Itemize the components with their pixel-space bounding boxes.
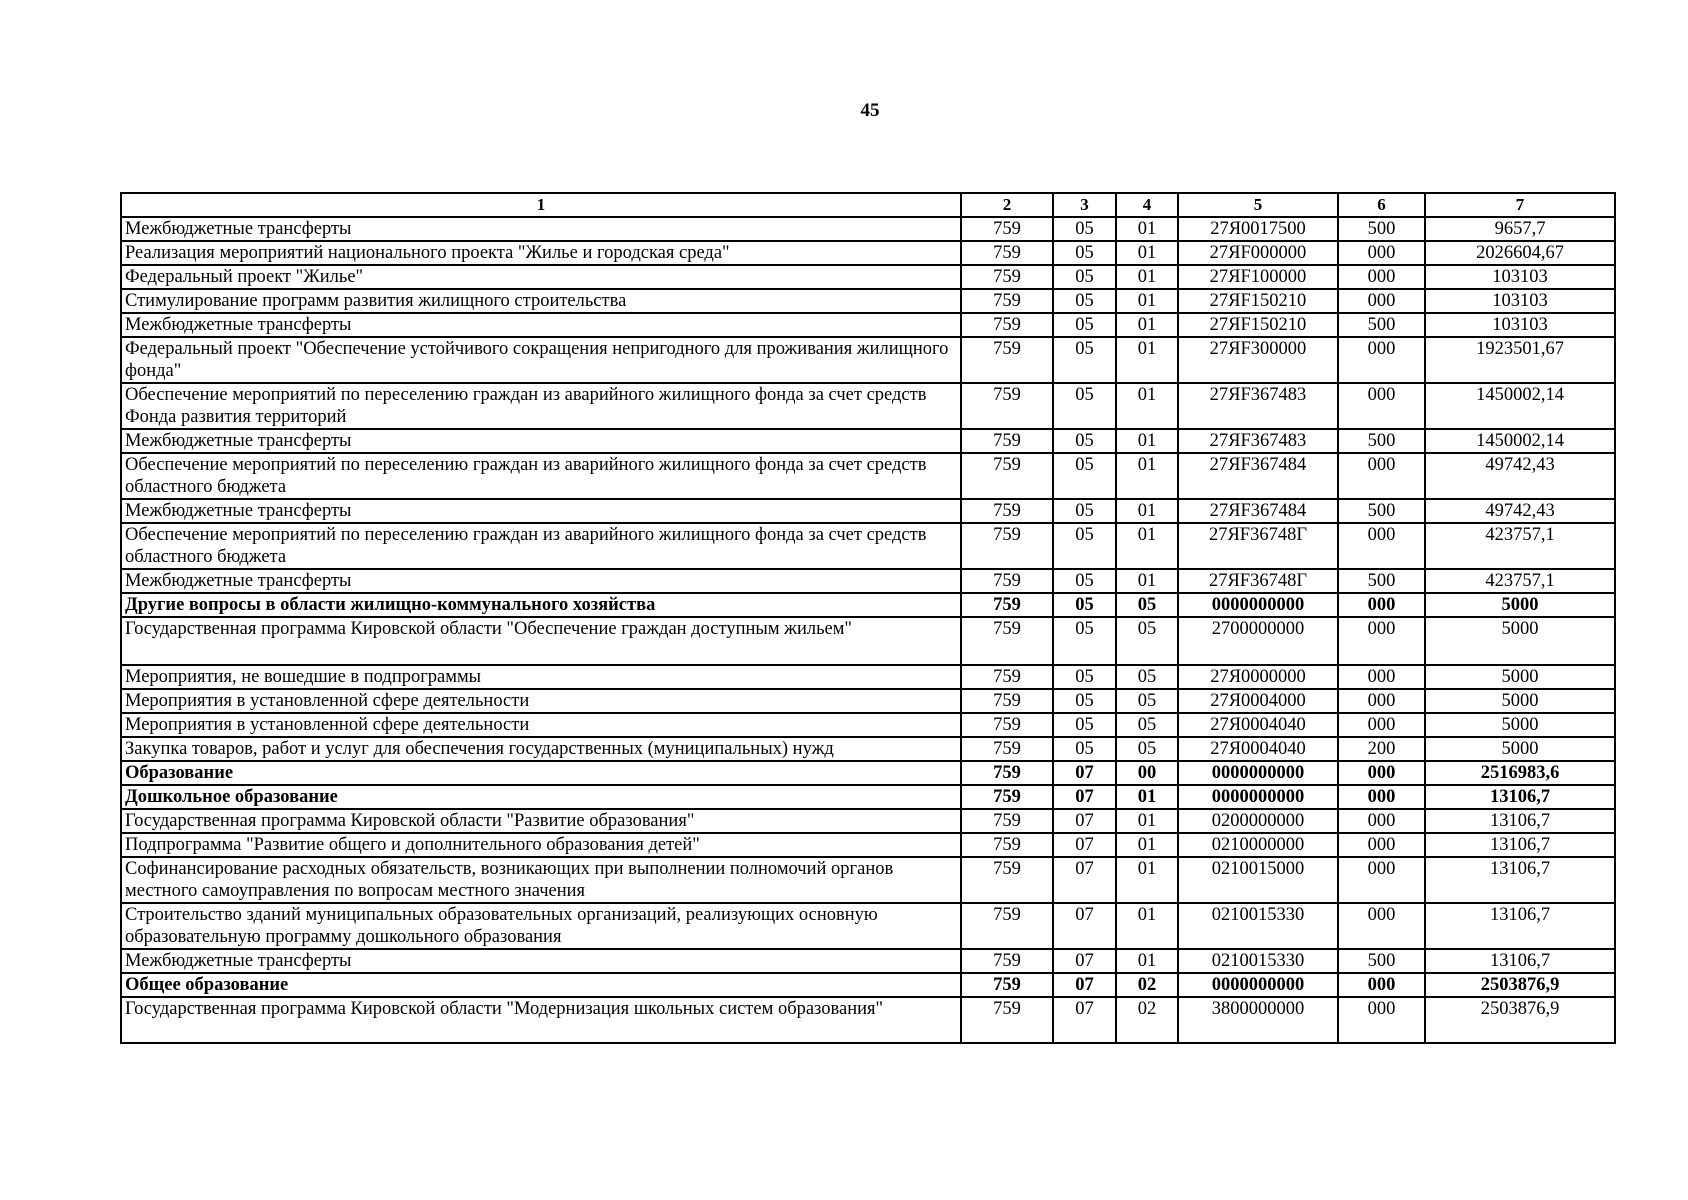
table-row	[121, 313, 1615, 337]
row-name: Мероприятия, не вошедшие в подпрограммы	[121, 665, 961, 689]
cell-amount: 1450002,14	[1425, 383, 1615, 429]
cell-code: 759	[961, 903, 1053, 949]
table-row	[121, 833, 1615, 857]
row-name: Закупка товаров, работ и услуг для обеспечения государственных (муниципальных) нужд	[121, 737, 961, 761]
cell-amount: 2516983,6	[1425, 761, 1615, 785]
cell-section: 05	[1053, 569, 1116, 593]
cell-subsection: 01	[1116, 833, 1178, 857]
cell-expense-type: 000	[1338, 689, 1425, 713]
cell-code: 759	[961, 499, 1053, 523]
budget-table	[120, 192, 1616, 1044]
cell-subsection: 01	[1116, 903, 1178, 949]
table-row	[121, 453, 1615, 499]
cell-expense-type: 000	[1338, 241, 1425, 265]
cell-code: 759	[961, 833, 1053, 857]
cell-expense-type: 000	[1338, 289, 1425, 313]
cell-section: 05	[1053, 383, 1116, 429]
cell-section: 05	[1053, 313, 1116, 337]
cell-amount: 13106,7	[1425, 833, 1615, 857]
row-name: Государственная программа Кировской области "Модернизация школьных систем образования"	[121, 997, 961, 1043]
table-row	[121, 665, 1615, 689]
cell-target: 0210000000	[1178, 833, 1338, 857]
cell-target: 0000000000	[1178, 593, 1338, 617]
cell-section: 07	[1053, 997, 1116, 1043]
row-name: Обеспечение мероприятий по переселению граждан из аварийного жилищного фонда за счет средств областного бюджета	[121, 453, 961, 499]
cell-expense-type: 000	[1338, 785, 1425, 809]
cell-code: 759	[961, 617, 1053, 665]
cell-section: 05	[1053, 737, 1116, 761]
cell-amount: 103103	[1425, 289, 1615, 313]
table-row	[121, 241, 1615, 265]
cell-target: 27ЯF000000	[1178, 241, 1338, 265]
table-row	[121, 593, 1615, 617]
cell-expense-type: 500	[1338, 313, 1425, 337]
cell-section: 05	[1053, 241, 1116, 265]
cell-section: 05	[1053, 713, 1116, 737]
cell-subsection: 01	[1116, 949, 1178, 973]
cell-expense-type: 000	[1338, 453, 1425, 499]
column-header: 3	[1053, 193, 1116, 217]
cell-subsection: 05	[1116, 593, 1178, 617]
row-name: Реализация мероприятий национального проекта "Жилье и городская среда"	[121, 241, 961, 265]
table-row	[121, 785, 1615, 809]
cell-target: 0210015000	[1178, 857, 1338, 903]
table-row	[121, 737, 1615, 761]
row-name: Другие вопросы в области жилищно-коммунального хозяйства	[121, 593, 961, 617]
cell-amount: 13106,7	[1425, 809, 1615, 833]
cell-expense-type: 200	[1338, 737, 1425, 761]
cell-subsection: 01	[1116, 383, 1178, 429]
cell-expense-type: 000	[1338, 809, 1425, 833]
table-row	[121, 617, 1615, 665]
table-row	[121, 857, 1615, 903]
cell-amount: 13106,7	[1425, 949, 1615, 973]
table-row	[121, 523, 1615, 569]
cell-amount: 5000	[1425, 593, 1615, 617]
cell-amount: 103103	[1425, 265, 1615, 289]
row-name: Государственная программа Кировской области "Обеспечение граждан доступным жильем"	[121, 617, 961, 665]
cell-subsection: 00	[1116, 761, 1178, 785]
cell-subsection: 01	[1116, 265, 1178, 289]
cell-target: 27ЯF36748Г	[1178, 523, 1338, 569]
cell-expense-type: 000	[1338, 997, 1425, 1043]
cell-target: 0200000000	[1178, 809, 1338, 833]
cell-amount: 423757,1	[1425, 523, 1615, 569]
cell-subsection: 05	[1116, 665, 1178, 689]
row-name: Межбюджетные трансферты	[121, 217, 961, 241]
cell-target: 3800000000	[1178, 997, 1338, 1043]
row-name: Федеральный проект "Жилье"	[121, 265, 961, 289]
cell-code: 759	[961, 289, 1053, 313]
cell-subsection: 05	[1116, 689, 1178, 713]
cell-expense-type: 000	[1338, 383, 1425, 429]
cell-expense-type: 000	[1338, 337, 1425, 383]
cell-section: 07	[1053, 949, 1116, 973]
cell-expense-type: 000	[1338, 617, 1425, 665]
cell-section: 05	[1053, 265, 1116, 289]
column-header: 7	[1425, 193, 1615, 217]
cell-code: 759	[961, 785, 1053, 809]
cell-subsection: 01	[1116, 217, 1178, 241]
row-name: Подпрограмма "Развитие общего и дополнительного образования детей"	[121, 833, 961, 857]
cell-subsection: 01	[1116, 453, 1178, 499]
cell-code: 759	[961, 713, 1053, 737]
cell-expense-type: 500	[1338, 217, 1425, 241]
cell-target: 27ЯF367484	[1178, 499, 1338, 523]
cell-expense-type: 000	[1338, 761, 1425, 785]
cell-section: 05	[1053, 289, 1116, 313]
cell-subsection: 02	[1116, 973, 1178, 997]
cell-code: 759	[961, 453, 1053, 499]
table-row	[121, 689, 1615, 713]
cell-target: 27ЯF150210	[1178, 289, 1338, 313]
cell-amount: 2503876,9	[1425, 997, 1615, 1043]
cell-code: 759	[961, 809, 1053, 833]
cell-amount: 49742,43	[1425, 499, 1615, 523]
cell-amount: 5000	[1425, 617, 1615, 665]
row-name: Обеспечение мероприятий по переселению граждан из аварийного жилищного фонда за счет средств Фонда развития территорий	[121, 383, 961, 429]
cell-subsection: 05	[1116, 617, 1178, 665]
row-name: Межбюджетные трансферты	[121, 949, 961, 973]
cell-section: 07	[1053, 857, 1116, 903]
cell-section: 07	[1053, 809, 1116, 833]
row-name: Общее образование	[121, 973, 961, 997]
cell-subsection: 01	[1116, 313, 1178, 337]
cell-section: 05	[1053, 617, 1116, 665]
cell-expense-type: 000	[1338, 523, 1425, 569]
cell-section: 05	[1053, 665, 1116, 689]
cell-expense-type: 500	[1338, 949, 1425, 973]
table-row	[121, 949, 1615, 973]
cell-amount: 103103	[1425, 313, 1615, 337]
cell-target: 27Я0004000	[1178, 689, 1338, 713]
row-name: Межбюджетные трансферты	[121, 429, 961, 453]
cell-code: 759	[961, 217, 1053, 241]
cell-code: 759	[961, 313, 1053, 337]
cell-amount: 13106,7	[1425, 785, 1615, 809]
cell-target: 0000000000	[1178, 973, 1338, 997]
cell-section: 07	[1053, 903, 1116, 949]
cell-expense-type: 000	[1338, 833, 1425, 857]
cell-target: 27ЯF300000	[1178, 337, 1338, 383]
cell-target: 0000000000	[1178, 785, 1338, 809]
table-row	[121, 265, 1615, 289]
row-name: Дошкольное образование	[121, 785, 961, 809]
cell-target: 27Я0004040	[1178, 737, 1338, 761]
cell-subsection: 01	[1116, 857, 1178, 903]
row-name: Мероприятия в установленной сфере деятельности	[121, 689, 961, 713]
table-row	[121, 429, 1615, 453]
cell-amount: 49742,43	[1425, 453, 1615, 499]
cell-expense-type: 000	[1338, 713, 1425, 737]
cell-section: 05	[1053, 217, 1116, 241]
cell-subsection: 05	[1116, 737, 1178, 761]
cell-section: 07	[1053, 973, 1116, 997]
cell-code: 759	[961, 689, 1053, 713]
row-name: Межбюджетные трансферты	[121, 499, 961, 523]
cell-section: 05	[1053, 523, 1116, 569]
cell-amount: 2503876,9	[1425, 973, 1615, 997]
table-row	[121, 903, 1615, 949]
row-name: Стимулирование программ развития жилищного строительства	[121, 289, 961, 313]
cell-expense-type: 000	[1338, 973, 1425, 997]
row-name: Мероприятия в установленной сфере деятельности	[121, 713, 961, 737]
cell-section: 07	[1053, 785, 1116, 809]
cell-section: 05	[1053, 689, 1116, 713]
column-header: 1	[121, 193, 961, 217]
cell-subsection: 01	[1116, 569, 1178, 593]
cell-target: 27Я0017500	[1178, 217, 1338, 241]
cell-section: 07	[1053, 761, 1116, 785]
cell-code: 759	[961, 265, 1053, 289]
cell-amount: 13106,7	[1425, 857, 1615, 903]
cell-amount: 1450002,14	[1425, 429, 1615, 453]
row-name: Межбюджетные трансферты	[121, 313, 961, 337]
table-row	[121, 761, 1615, 785]
cell-amount: 5000	[1425, 689, 1615, 713]
row-name: Софинансирование расходных обязательств, возникающих при выполнении полномочий органов местного самоуправления по вопросам местного значения	[121, 857, 961, 903]
cell-amount: 5000	[1425, 737, 1615, 761]
cell-expense-type: 500	[1338, 569, 1425, 593]
cell-target: 27Я0004040	[1178, 713, 1338, 737]
cell-code: 759	[961, 523, 1053, 569]
cell-subsection: 05	[1116, 713, 1178, 737]
table-row	[121, 809, 1615, 833]
cell-target: 27ЯF367483	[1178, 383, 1338, 429]
table-row	[121, 499, 1615, 523]
row-name: Обеспечение мероприятий по переселению граждан из аварийного жилищного фонда за счет средств областного бюджета	[121, 523, 961, 569]
cell-amount: 2026604,67	[1425, 241, 1615, 265]
column-header: 4	[1116, 193, 1178, 217]
table-row	[121, 289, 1615, 313]
column-header: 2	[961, 193, 1053, 217]
cell-subsection: 01	[1116, 499, 1178, 523]
cell-code: 759	[961, 973, 1053, 997]
cell-subsection: 01	[1116, 809, 1178, 833]
table-row	[121, 713, 1615, 737]
cell-amount: 9657,7	[1425, 217, 1615, 241]
table-row	[121, 337, 1615, 383]
table-header-row	[121, 193, 1615, 217]
cell-expense-type: 000	[1338, 903, 1425, 949]
row-name: Строительство зданий муниципальных образовательных организаций, реализующих основную образовательную программу дошкольного образования	[121, 903, 961, 949]
cell-section: 05	[1053, 499, 1116, 523]
cell-code: 759	[961, 241, 1053, 265]
cell-amount: 5000	[1425, 665, 1615, 689]
cell-target: 27ЯF150210	[1178, 313, 1338, 337]
cell-target: 27Я0000000	[1178, 665, 1338, 689]
row-name: Федеральный проект "Обеспечение устойчивого сокращения непригодного для проживания жилищного фонда"	[121, 337, 961, 383]
cell-expense-type: 000	[1338, 593, 1425, 617]
cell-subsection: 01	[1116, 429, 1178, 453]
cell-expense-type: 500	[1338, 499, 1425, 523]
cell-section: 05	[1053, 593, 1116, 617]
cell-target: 0210015330	[1178, 903, 1338, 949]
cell-subsection: 01	[1116, 523, 1178, 569]
cell-subsection: 02	[1116, 997, 1178, 1043]
cell-amount: 423757,1	[1425, 569, 1615, 593]
row-name: Образование	[121, 761, 961, 785]
row-name: Межбюджетные трансферты	[121, 569, 961, 593]
table-row	[121, 997, 1615, 1043]
cell-target: 0000000000	[1178, 761, 1338, 785]
column-header: 6	[1338, 193, 1425, 217]
cell-target: 2700000000	[1178, 617, 1338, 665]
cell-expense-type: 000	[1338, 857, 1425, 903]
cell-section: 05	[1053, 429, 1116, 453]
page-number: 45	[860, 100, 880, 121]
cell-target: 27ЯF100000	[1178, 265, 1338, 289]
cell-amount: 5000	[1425, 713, 1615, 737]
row-name: Государственная программа Кировской области "Развитие образования"	[121, 809, 961, 833]
cell-expense-type: 000	[1338, 265, 1425, 289]
table-row	[121, 973, 1615, 997]
cell-subsection: 01	[1116, 289, 1178, 313]
cell-code: 759	[961, 737, 1053, 761]
cell-expense-type: 000	[1338, 665, 1425, 689]
cell-code: 759	[961, 761, 1053, 785]
cell-code: 759	[961, 949, 1053, 973]
cell-section: 07	[1053, 833, 1116, 857]
cell-target: 27ЯF367484	[1178, 453, 1338, 499]
cell-code: 759	[961, 593, 1053, 617]
cell-expense-type: 500	[1338, 429, 1425, 453]
cell-code: 759	[961, 665, 1053, 689]
cell-code: 759	[961, 857, 1053, 903]
cell-subsection: 01	[1116, 785, 1178, 809]
cell-target: 27ЯF36748Г	[1178, 569, 1338, 593]
cell-target: 27ЯF367483	[1178, 429, 1338, 453]
cell-section: 05	[1053, 453, 1116, 499]
table-row	[121, 217, 1615, 241]
cell-section: 05	[1053, 337, 1116, 383]
cell-subsection: 01	[1116, 337, 1178, 383]
cell-subsection: 01	[1116, 241, 1178, 265]
cell-code: 759	[961, 997, 1053, 1043]
table-row	[121, 383, 1615, 429]
cell-code: 759	[961, 337, 1053, 383]
cell-code: 759	[961, 429, 1053, 453]
cell-target: 0210015330	[1178, 949, 1338, 973]
cell-code: 759	[961, 569, 1053, 593]
cell-amount: 13106,7	[1425, 903, 1615, 949]
cell-code: 759	[961, 383, 1053, 429]
column-header: 5	[1178, 193, 1338, 217]
table-row	[121, 569, 1615, 593]
cell-amount: 1923501,67	[1425, 337, 1615, 383]
